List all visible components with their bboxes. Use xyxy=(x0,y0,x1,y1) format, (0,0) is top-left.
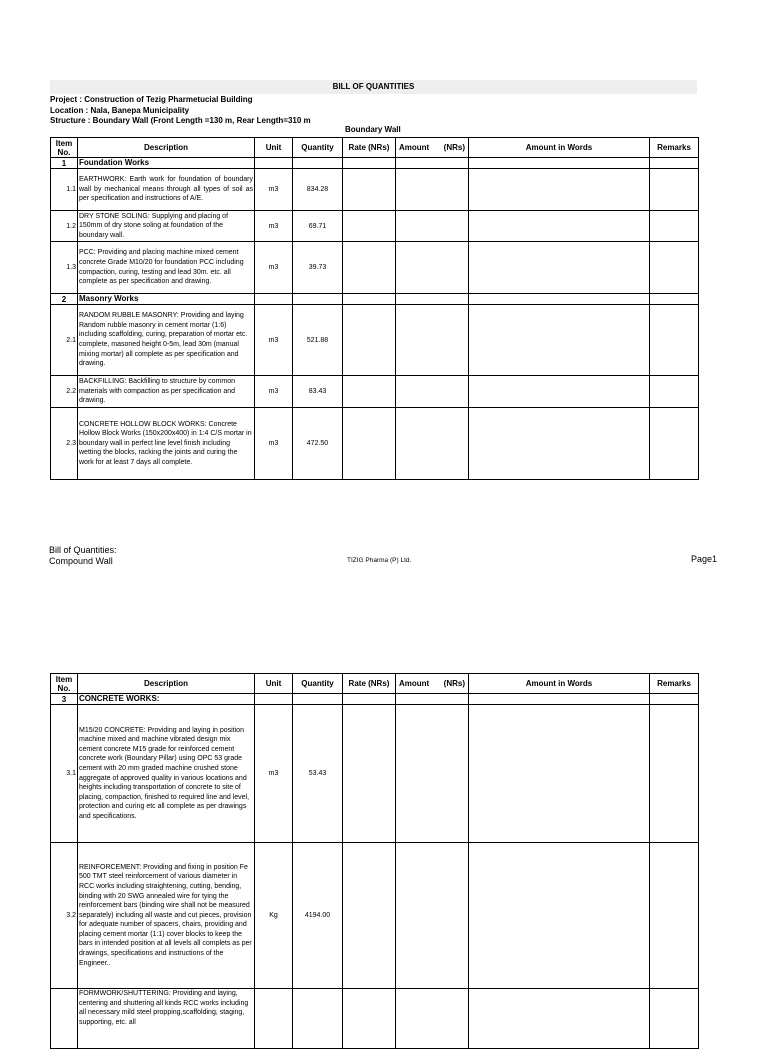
rate-cell[interactable] xyxy=(343,242,396,294)
item-quantity: 834.28 xyxy=(293,169,343,211)
item-description: M15/20 CONCRETE: Providing and laying in position machine mixed and machine vibrated design mix cement concrete M15 grade for reinforced cement concrete work (Boundary Pillar) using OPC 53 grade cement with 20 mm graded machine crushed stone aggregate of approved quality in various locations and heights including transportation of concrete to site of placing, compaction, finished to required line and level, protection and curing etc all complete as per drawings and specifications. xyxy=(78,705,255,843)
amount-cell[interactable] xyxy=(396,705,469,843)
remarks-cell[interactable] xyxy=(650,989,699,1049)
amount-cell[interactable] xyxy=(396,305,469,376)
item-description: BACKFILLING: Backfilling to structure by common materials with compaction as per specification and drawing. xyxy=(78,376,255,408)
item-unit xyxy=(255,989,293,1049)
remarks-cell[interactable] xyxy=(650,169,699,211)
table-row xyxy=(51,169,699,211)
words-cell[interactable] xyxy=(469,376,650,408)
rate-cell[interactable] xyxy=(343,705,396,843)
boq-title: BILL OF QUANTITIES xyxy=(50,80,697,94)
col-header-item: Item No. xyxy=(51,138,78,158)
words-cell[interactable] xyxy=(469,408,650,480)
section-title: Masonry Works xyxy=(78,294,255,305)
item-number: 3.1 xyxy=(51,705,78,843)
item-unit: m3 xyxy=(255,705,293,843)
col-header-description: Description xyxy=(78,674,255,694)
item-unit: m3 xyxy=(255,242,293,294)
item-number: 2.2 xyxy=(51,376,78,408)
section-label: Boundary Wall xyxy=(345,125,401,134)
table-row xyxy=(51,408,699,480)
table-row xyxy=(51,843,699,989)
section-number: 1 xyxy=(51,158,78,169)
table-header-row xyxy=(51,138,699,158)
amount-cell[interactable] xyxy=(396,408,469,480)
remarks-cell[interactable] xyxy=(650,242,699,294)
footer-company: TIZIG Pharma (P) Ltd. xyxy=(347,557,412,564)
col-header-remarks: Remarks xyxy=(650,138,699,158)
remarks-cell[interactable] xyxy=(650,843,699,989)
item-description: RANDOM RUBBLE MASONRY: Providing and laying Random rubble masonry in cement mortar (1:6) including scaffolding, curing, preparation of mortar etc. complete, masoned height 0-5m, lead 30m (manual mixing mortar) all complete as per specification and drawing. xyxy=(78,305,255,376)
footer-line-1: Bill of Quantities: xyxy=(49,545,117,555)
footer-page-number: Page1 xyxy=(691,554,718,564)
section-title: CONCRETE WORKS: xyxy=(78,694,255,705)
item-number xyxy=(51,989,78,1049)
item-quantity: 53.43 xyxy=(293,705,343,843)
amount-cell[interactable] xyxy=(396,169,469,211)
rate-cell[interactable] xyxy=(343,408,396,480)
table-header-row xyxy=(51,674,699,694)
footer-doc-title xyxy=(49,545,117,567)
col-header-item: Item No. xyxy=(51,674,78,694)
words-cell[interactable] xyxy=(469,211,650,242)
col-header-rate: Rate (NRs) xyxy=(343,138,396,158)
remarks-cell[interactable] xyxy=(650,705,699,843)
col-header-amount xyxy=(396,674,469,694)
boq-table-page1 xyxy=(50,137,699,480)
item-quantity xyxy=(293,989,343,1049)
item-unit: Kg xyxy=(255,843,293,989)
rate-cell[interactable] xyxy=(343,211,396,242)
section-title: Foundation Works xyxy=(78,158,255,169)
location-line: Location : Nala, Banepa Municipality xyxy=(50,106,190,115)
item-quantity: 4194.00 xyxy=(293,843,343,989)
rate-cell[interactable] xyxy=(343,989,396,1049)
amount-label: Amount xyxy=(399,679,430,688)
words-cell[interactable] xyxy=(469,169,650,211)
boq-table-page2 xyxy=(50,673,699,1049)
item-unit: m3 xyxy=(255,408,293,480)
remarks-cell[interactable] xyxy=(650,211,699,242)
remarks-cell[interactable] xyxy=(650,408,699,480)
item-number: 2.3 xyxy=(51,408,78,480)
section-row xyxy=(51,158,699,169)
amount-cell[interactable] xyxy=(396,211,469,242)
amount-unit-label: (NRs) xyxy=(443,143,465,152)
item-description: EARTHWORK: Earth work for foundation of boundary wall by mechanical means through all types of soil as per specification and instructions of A/E. xyxy=(78,169,255,211)
table-row xyxy=(51,989,699,1049)
item-quantity: 69.71 xyxy=(293,211,343,242)
col-header-unit: Unit xyxy=(255,674,293,694)
item-number: 1.2 xyxy=(51,211,78,242)
item-quantity: 472.50 xyxy=(293,408,343,480)
rate-cell[interactable] xyxy=(343,376,396,408)
table-row xyxy=(51,242,699,294)
col-header-remarks: Remarks xyxy=(650,674,699,694)
item-description: REINFORCEMENT: Providing and fixing in position Fe 500 TMT steel reinforcement of various diameter in RCC works including straightening, cutting, bending, binding with 20 SWG annealed wire for tying the reinforcement bars (binding wire shall not be measured separately) including all waste and cut pieces, provision for adequate number of spacers, chairs, providing and placing cement mortar (1:1) cover blocks to keep the bars in intended position at all levels all complets as per drawings, specifications and instructions of the Engineer.. xyxy=(78,843,255,989)
col-header-amount xyxy=(396,138,469,158)
item-description: FORMWORK/SHUTTERING: Providing and laying, centering and shuttering all kinds RCC works including all necessary mild steel propping,scaffolding, staging, supporting, etc. all xyxy=(78,989,255,1049)
col-header-quantity: Quantity xyxy=(293,674,343,694)
rate-cell[interactable] xyxy=(343,843,396,989)
amount-unit-label: (NRs) xyxy=(443,679,465,688)
section-row xyxy=(51,294,699,305)
item-unit: m3 xyxy=(255,169,293,211)
table-row xyxy=(51,211,699,242)
section-number: 3 xyxy=(51,694,78,705)
footer-line-2: Compound Wall xyxy=(49,556,113,566)
item-description: DRY STONE SOLING: Supplying and placing of 150mm of dry stone soling at foundation of the boundary wall. xyxy=(78,211,255,242)
col-header-words: Amount in Words xyxy=(469,674,650,694)
item-description: PCC: Providing and placing machine mixed cement concrete Grade M10/20 for foundation PCC including compaction, curing, testing and lead 30m. etc. all complete as per specification and drawing. xyxy=(78,242,255,294)
project-line: Project : Construction of Tezig Pharmetucial Building xyxy=(50,95,253,104)
table-row xyxy=(51,305,699,376)
col-header-rate: Rate (NRs) xyxy=(343,674,396,694)
section-row xyxy=(51,694,699,705)
item-description: CONCRETE HOLLOW BLOCK WORKS: Concrete Hollow Block Works (150x200x400) in 1:4 C/S mortar in boundary wall in perfect line level finish including wetting the blocks, racking the joints and curing the work for at least 7 days all complete. xyxy=(78,408,255,480)
col-header-quantity: Quantity xyxy=(293,138,343,158)
col-header-description: Description xyxy=(78,138,255,158)
col-header-words: Amount in Words xyxy=(469,138,650,158)
words-cell[interactable] xyxy=(469,989,650,1049)
item-unit: m3 xyxy=(255,305,293,376)
words-cell[interactable] xyxy=(469,843,650,989)
item-number: 2.1 xyxy=(51,305,78,376)
remarks-cell[interactable] xyxy=(650,305,699,376)
amount-cell[interactable] xyxy=(396,242,469,294)
item-unit: m3 xyxy=(255,211,293,242)
rate-cell[interactable] xyxy=(343,169,396,211)
item-quantity: 83.43 xyxy=(293,376,343,408)
remarks-cell[interactable] xyxy=(650,376,699,408)
rate-cell[interactable] xyxy=(343,305,396,376)
item-unit: m3 xyxy=(255,376,293,408)
item-quantity: 39.73 xyxy=(293,242,343,294)
amount-cell[interactable] xyxy=(396,843,469,989)
amount-label: Amount xyxy=(399,143,430,152)
table-row xyxy=(51,376,699,408)
words-cell[interactable] xyxy=(469,305,650,376)
words-cell[interactable] xyxy=(469,242,650,294)
words-cell[interactable] xyxy=(469,705,650,843)
table-row xyxy=(51,705,699,843)
amount-cell[interactable] xyxy=(396,989,469,1049)
item-number: 1.1 xyxy=(51,169,78,211)
structure-line: Structure : Boundary Wall (Front Length =130 m, Rear Length=310 m xyxy=(50,116,311,125)
item-number: 1.3 xyxy=(51,242,78,294)
item-quantity: 521.88 xyxy=(293,305,343,376)
item-number: 3.2 xyxy=(51,843,78,989)
amount-cell[interactable] xyxy=(396,376,469,408)
section-number: 2 xyxy=(51,294,78,305)
col-header-unit: Unit xyxy=(255,138,293,158)
